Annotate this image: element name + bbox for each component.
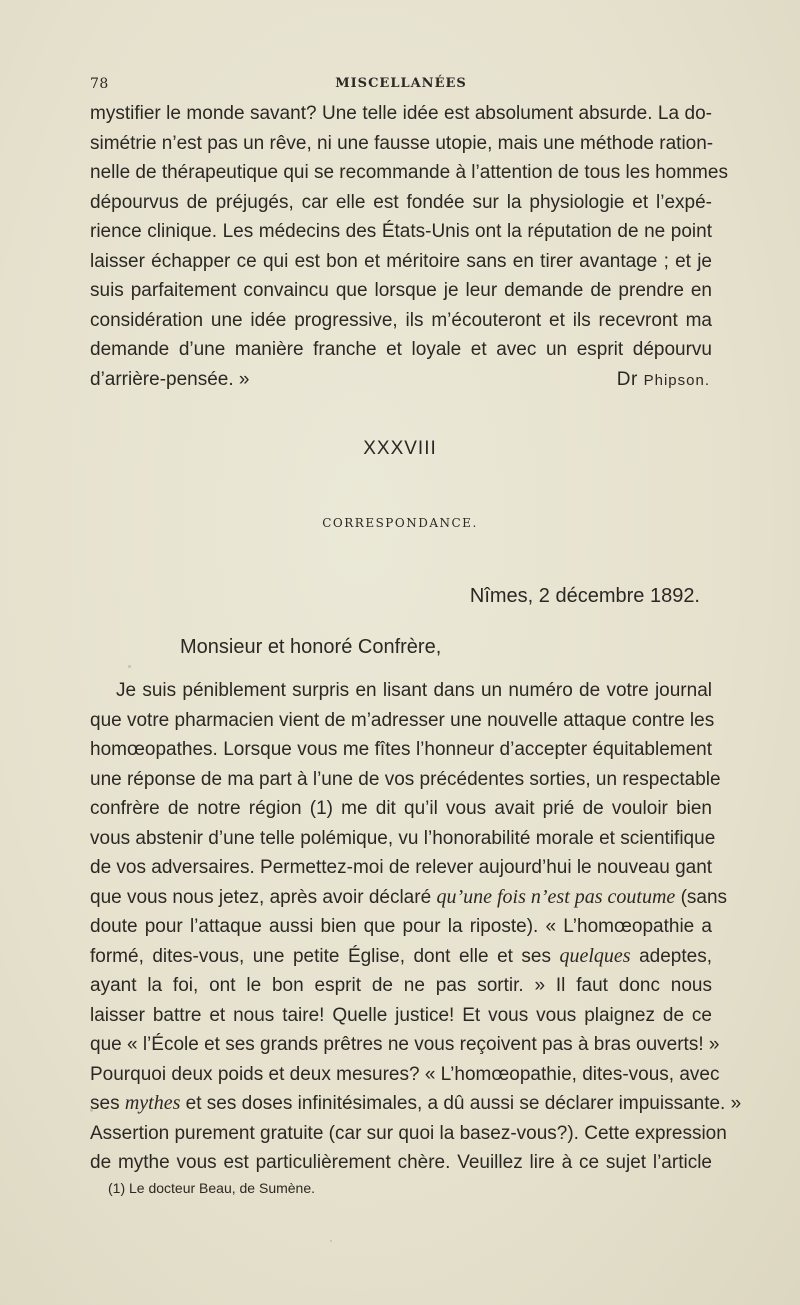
text-line: Assertion purement gratuite (car sur quoi la basez-vous?). Cette expression <box>90 1122 727 1144</box>
text-line <box>90 942 712 972</box>
text-line: dépourvus de préjugés, car elle est fondée sur la physiologie et l’expé- <box>90 191 712 213</box>
italic-phrase: qu’une fois n’est pas coutume <box>436 885 676 908</box>
signature-title: Dr <box>616 368 638 390</box>
text-segment: ses <box>90 1093 125 1114</box>
text-line: de vos adversaires. Permettez-moi de relever aujourd’hui le nouveau gant <box>90 857 713 878</box>
text-line: laisser échapper ce qui est bon et méritoire sans en tirer avantage ; et je <box>90 250 712 272</box>
text-line: de mythe vous est particulièrement chère. Veuillez lire à ce sujet l’article <box>90 1152 712 1173</box>
text-line: suis parfaitement convaincu que lorsque je leur demande de prendre en <box>90 280 712 301</box>
dateline: Nîmes, 2 décembre 1892. <box>469 585 700 607</box>
text-line: que votre pharmacien vient de m’adresser une nouvelle attaque contre les <box>90 709 715 731</box>
text-segment: adeptes, <box>630 945 712 967</box>
text-line: Je suis péniblement surpris en lisant dans un numéro de votre journal <box>116 680 712 701</box>
text-line: nelle de thérapeutique qui se recommande à l’attention de tous les hommes <box>90 162 728 183</box>
paper-speck <box>330 1240 332 1242</box>
text-line: laisser battre et nous taire! Quelle justice! Et vous vous plaignez de ce <box>90 1004 712 1026</box>
text-line: Pourquoi deux poids et deux mesures? « L’homœopathie, dites-vous, avec <box>90 1063 720 1085</box>
text-line <box>90 883 728 913</box>
paper-speck <box>128 665 131 668</box>
text-segment: et ses doses infinitésimales, a dû aussi se déclarer impuissante. » <box>180 1093 742 1114</box>
salutation: Monsieur et honoré Confrère, <box>180 636 442 658</box>
text-segment: formé, dites-vous, une petite Église, dont elle et ses <box>90 945 560 967</box>
text-line: homœopathes. Lorsque vous me fîtes l’honneur d’accepter équitablement <box>90 739 712 760</box>
text-line: que « l’École et ses grands prêtres ne vous reçoivent pas à bras ouverts! » <box>90 1034 720 1055</box>
text-line: ayant la foi, ont le bon esprit de ne pas sortir. » Il faut donc nous <box>90 975 712 996</box>
text-line-content: d’arrière-pensée. » <box>90 368 250 390</box>
section-title: CORRESPONDANCE. <box>322 516 478 530</box>
running-title: MISCELLANÉES <box>335 76 467 91</box>
text-line <box>90 1089 742 1119</box>
text-line: mystifier le monde savant? Une telle idée est absolument absurde. La do- <box>90 103 712 124</box>
text-line <box>90 365 712 395</box>
text-line: considération une idée progressive, ils m’écouteront et ils recevront ma <box>90 309 712 331</box>
text-segment: que vous nous jetez, après avoir déclaré <box>90 886 437 908</box>
text-line: doute pour l’attaque aussi bien que pour la riposte). « L’homœopathie a <box>90 916 712 937</box>
section-number: XXXVIII <box>363 438 437 459</box>
text-line: rience clinique. Les médecins des États-Unis ont la réputation de ne point <box>90 221 712 242</box>
text-line: confrère de notre région (1) me dit qu’il vous avait prié de vouloir bien <box>90 798 712 819</box>
italic-phrase: mythes <box>124 1092 181 1114</box>
running-head <box>90 72 712 96</box>
italic-phrase: quelques <box>559 944 631 967</box>
text-line: demande d’une manière franche et loyale et avec un esprit dépourvu <box>90 339 712 360</box>
letter-intro-paragraph <box>90 99 728 394</box>
paper-speck <box>90 1108 93 1112</box>
letter-body-paragraph <box>90 676 742 1178</box>
text-segment: (sans <box>675 886 728 908</box>
signature <box>617 365 710 396</box>
footnote: (1) Le docteur Beau, de Sumène. <box>108 1180 316 1196</box>
text-line: une réponse de ma part à l’une de vos précédentes sorties, un respectable <box>90 768 721 790</box>
signature-name: Phipson. <box>643 371 710 389</box>
text-line: vous abstenir d’une telle polémique, vu l’honorabilité morale et scientifique <box>90 827 716 849</box>
page-number: 78 <box>90 76 109 92</box>
text-line: simétrie n’est pas un rêve, ni une fausse utopie, mais une méthode ration- <box>90 132 714 154</box>
